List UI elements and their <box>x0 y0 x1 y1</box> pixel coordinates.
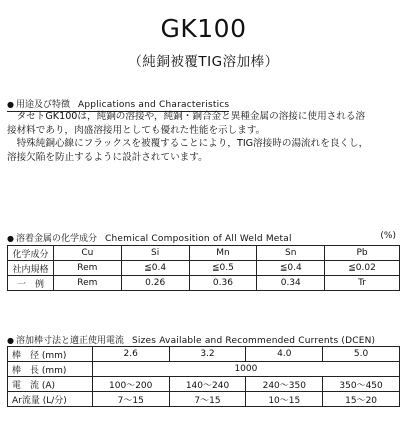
table-cell: ≦0.4 <box>257 261 325 276</box>
chemical-heading-en: Chemical Composition of All Weld Metal <box>105 234 292 244</box>
sizes-table <box>7 346 400 407</box>
table-cell: Rem <box>53 261 121 276</box>
row-label-length: 棒 長 (mm) <box>8 362 93 377</box>
table-cell: 社内規格 <box>8 261 54 276</box>
table-cell: 0.36 <box>189 276 257 291</box>
table-cell: ≦0.5 <box>189 261 257 276</box>
applications-line: 特殊純銅心線にフラックスを被覆することにより，TIG溶接時の湯流れを良くし， <box>7 138 369 149</box>
table-cell: 3.2 <box>169 347 246 362</box>
table-cell: 7～15 <box>169 392 246 407</box>
table-cell: 0.26 <box>121 276 189 291</box>
applications-line: 接材料であり，肉盛溶接用としても優れた性能を示します。 <box>7 124 266 136</box>
row-label-current: 電 流 (A) <box>8 377 93 392</box>
table-cell: 0.34 <box>257 276 325 291</box>
table-cell: 10～15 <box>246 392 323 407</box>
table-row <box>8 362 400 377</box>
table-cell: 5.0 <box>323 347 400 362</box>
bullet-icon: ● <box>7 336 14 345</box>
table-row <box>8 261 400 276</box>
table-row <box>8 392 400 407</box>
sizes-heading-en: Sizes Available and Recommended Currents (DCEN) <box>132 336 376 346</box>
chemical-table <box>7 245 400 291</box>
table-cell: ≦0.02 <box>325 261 400 276</box>
table-row <box>8 377 400 392</box>
table-cell: 140～240 <box>169 377 246 392</box>
applications-heading-ja: 用途及び特徴 <box>15 100 70 110</box>
table-header-cell: Mn <box>189 246 257 261</box>
table-header-cell: Cu <box>53 246 121 261</box>
table-cell: 100～200 <box>92 377 169 392</box>
sizes-heading-ja: 溶加棒寸法と適正使用電流 <box>15 336 124 346</box>
table-header-cell: 化学成分 <box>8 246 54 261</box>
page-title: GK100 <box>160 14 247 43</box>
table-header-cell: Sn <box>257 246 325 261</box>
table-header-cell: Pb <box>325 246 400 261</box>
table-header-row <box>8 246 400 261</box>
row-label-ar-flow: Ar流量 (L/分) <box>8 392 93 407</box>
chemical-heading-ja: 溶着金属の化学成分 <box>15 234 97 244</box>
table-cell: 15～20 <box>323 392 400 407</box>
row-label-diameter: 棒 径 (mm) <box>8 347 93 362</box>
table-cell: 2.6 <box>92 347 169 362</box>
table-cell: ≦0.4 <box>121 261 189 276</box>
table-cell: 350～450 <box>323 377 400 392</box>
table-cell: 1000 <box>92 362 399 377</box>
page-subtitle: （純銅被覆TIG溶加棒） <box>128 54 279 70</box>
applications-text <box>7 110 403 164</box>
table-cell: Rem <box>53 276 121 291</box>
bullet-icon: ● <box>7 234 14 243</box>
table-cell: Tr <box>325 276 400 291</box>
chemical-unit: (%) <box>380 231 396 241</box>
applications-line: タセトGK100は，純銅の溶接や，純銅・銅合金と異種金属の溶接に使用される溶 <box>7 111 366 122</box>
applications-heading-en: Applications and Characteristics <box>78 100 230 110</box>
table-header-cell: Si <box>121 246 189 261</box>
bullet-icon: ● <box>7 100 14 109</box>
table-row <box>8 347 400 362</box>
table-cell: 7～15 <box>92 392 169 407</box>
table-cell: 240～350 <box>246 377 323 392</box>
chemical-heading <box>7 231 292 245</box>
table-cell: 一 例 <box>8 276 54 291</box>
table-row <box>8 276 400 291</box>
sizes-heading <box>7 333 375 347</box>
applications-line: 溶接欠陥を防止するように設計されています。 <box>7 151 208 163</box>
table-cell: 4.0 <box>246 347 323 362</box>
